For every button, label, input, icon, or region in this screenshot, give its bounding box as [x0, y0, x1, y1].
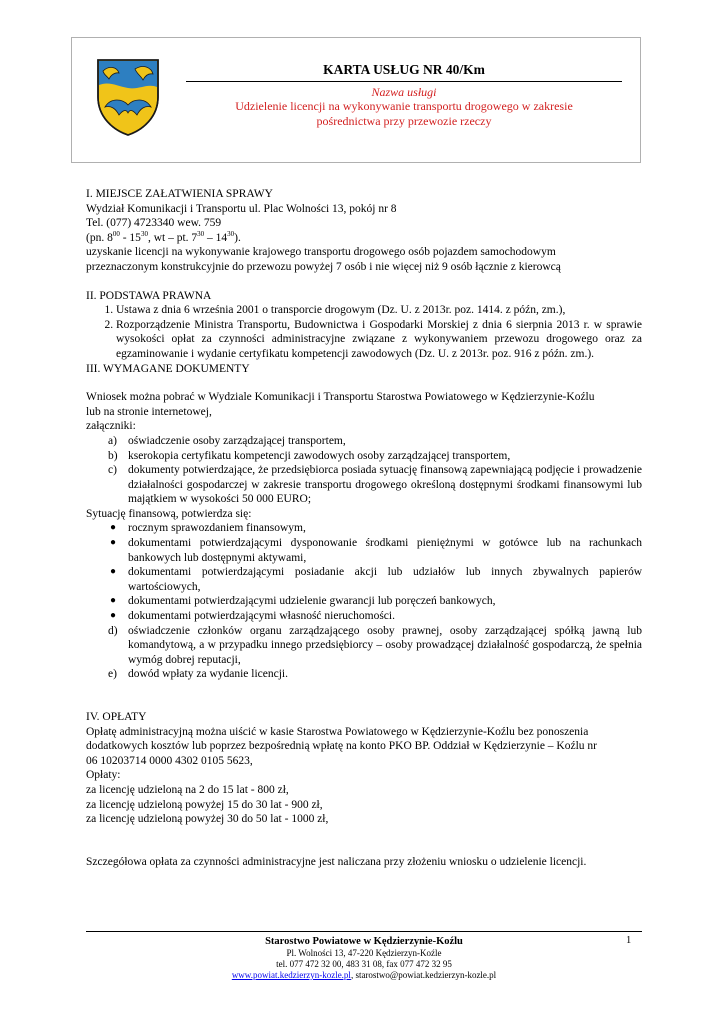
finance-proof-list — [86, 521, 642, 623]
office-phone: Tel. (077) 4723340 wew. 759 — [86, 217, 222, 230]
list-item: ● rocznym sprawozdaniem finansowym, — [110, 522, 306, 535]
service-label: Nazwa usługi — [371, 85, 437, 99]
legal-basis-item: 1. Ustawa z dnia 6 września 2001 o transporcie drogowym (Dz. U. z 2013r. poz. 1414. z późn, zm.), — [116, 303, 642, 318]
finance-label: Sytuację finansową, potwierdza się: — [86, 507, 252, 520]
footer-contact: www.powiat.kedzierzyn-kozle.pl, starostwo@powiat.kedzierzyn-kozle.pl — [231, 970, 497, 980]
bank-account-number: 06 10203714 0000 4302 0105 5623, — [86, 754, 253, 767]
bullet-icon: ● — [110, 566, 117, 578]
attachments-list-continued — [86, 624, 642, 682]
license-description-line-2: przeznaczonym konstrukcyjnie do przewozu powyżej 7 osób i nie więcej niż 9 osób łącznie z kierowcą — [86, 260, 561, 273]
fee-note: Szczegółowa opłata za czynności administracyjne jest naliczana przy złożeniu wniosku o udzielenie licencji. — [86, 855, 587, 868]
bullet-icon: ● — [110, 537, 117, 549]
footer-rule — [86, 931, 642, 932]
bullet-icon: ● — [110, 610, 117, 622]
card-title: KARTA USŁUG NR 40/Km — [323, 62, 485, 77]
legal-basis-list — [86, 303, 642, 361]
attachments-label: załączniki: — [86, 420, 136, 433]
fee-item: za licencję udzieloną powyżej 30 do 50 lat - 1000 zł, — [86, 813, 329, 826]
section-2-heading: II. PODSTAWA PRAWNA — [86, 289, 212, 302]
list-item: ● dokumentami potwierdzającymi udzielenie gwarancji lub poręczeń bankowych, — [110, 595, 496, 608]
fees-label: Opłaty: — [86, 769, 121, 782]
office-hours: (pn. $8^{00} - 15^{30}$, wt – pt. $7^{30} - 14^{30}$). — [86, 229, 241, 244]
list-item: c) dokumenty potwierdzające, że przedsiębiorca posiada sytuację finansową zapewniającą podjęcie i prowadzenie działalności gospodarczej w zakresie transportu drogowego określoną dostępnymi środkami finansowymi lub majątkiem w wysokości 50 000 EURO; — [108, 464, 642, 506]
list-item: e) dowód wpłaty za wydanie licencji. — [108, 668, 288, 681]
list-item: ● dokumentami potwierdzającymi dysponowanie środkami pieniężnymi w gotówce lub na rachunkach bankowych lub dostępnymi aktywami, — [110, 537, 642, 564]
fee-item: za licencję udzieloną powyżej 15 do 30 lat - 900 zł, — [86, 798, 323, 811]
license-description-line-1: uzyskanie licencji na wykonywanie krajowego transportu drogowego osób pojazdem samochodowym — [86, 246, 556, 259]
footer-address: Pl. Wolności 13, 47-220 Kędzierzyn-Koźle — [286, 948, 442, 958]
list-item: a) oświadczenie osoby zarządzającej transportem, — [108, 434, 346, 447]
bullet-icon: ● — [110, 595, 117, 607]
attachments-list — [86, 434, 642, 507]
section-1-heading: I. MIEJSCE ZAŁATWIENIA SPRAWY — [86, 188, 273, 200]
list-item: ● dokumentami potwierdzającymi własność nieruchomości. — [110, 610, 395, 623]
website-link[interactable]: www.powiat.kedzierzyn-kozle.pl — [231, 970, 351, 980]
office-address: Wydział Komunikacji i Transportu ul. Plac Wolności 13, pokój nr 8 — [86, 202, 397, 215]
fee-item: za licencję udzieloną na 2 do 15 lat - 800 zł, — [86, 783, 289, 796]
email-address: starostwo@powiat.kedzierzyn-kozle.pl — [355, 970, 497, 980]
bullet-icon: ● — [110, 522, 117, 534]
application-intro-line-1: Wniosek można pobrać w Wydziale Komunikacji i Transportu Starostwa Powiatowego w Kędzierzynie-Koźlu — [86, 391, 595, 404]
document-body — [86, 187, 642, 869]
section-4-heading: IV. OPŁATY — [86, 711, 147, 723]
footer — [86, 935, 642, 981]
fees-paragraph-line-1: Opłatę administracyjną można uiścić w kasie Starostwa Powiatowego w Kędzierzynie-Koźlu bez ponoszenia — [86, 725, 589, 738]
legal-basis-item: 2. Rozporządzenie Ministra Transportu, Budownictwa i Gospodarki Morskiej z dnia 6 sierpnia 2013 r. w sprawie wysokości opłat za czynności administracyjne związane z wykonywaniem przewozu drogowego oraz za egzaminowanie i wydanie certyfikatu kompetencji zawodowych (Dz. U. z 2013r. poz. 916 z późn. zm.). — [116, 318, 642, 362]
footer-institution-name: Starostwo Powiatowe w Kędzierzynie-Koźlu — [265, 936, 463, 947]
page-number: 1 — [626, 935, 632, 946]
fees-paragraph-line-2: dodatkowych kosztów lub poprzez bezpośrednią wpłatę na konto PKO BP. Oddział w Kędzierzynie – Koźlu nr — [86, 740, 597, 753]
list-item: ● dokumentami potwierdzającymi posiadanie akcji lub udziałów lub innych zbywalnych papierów wartościowych, — [110, 566, 642, 593]
title-rule — [186, 81, 622, 82]
list-item: d) oświadczenie członków organu zarządzającego osoby prawnej, osoby zarządzającej spółką jawną lub komandytową, a w przypadku innego przedsiębiorcy – osoby prowadzącej działalność gospodarczą, że spełnia wymóg dobrej reputacji, — [108, 624, 642, 666]
application-intro-line-2: lub na stronie internetowej, — [86, 405, 212, 418]
coat-of-arms-icon — [95, 57, 161, 137]
list-item: b) kserokopia certyfikatu kompetencji zawodowych osoby zarządzającej transportem, — [108, 449, 511, 462]
service-name: Udzielenie licencji na wykonywanie transportu drogowego w zakresie pośrednictwa przy przewozie rzeczy — [235, 99, 573, 128]
section-3-heading: III. WYMAGANE DOKUMENTY — [86, 362, 250, 375]
footer-phones: tel. 077 472 32 00, 483 31 08, fax 077 472 32 95 — [276, 959, 452, 969]
